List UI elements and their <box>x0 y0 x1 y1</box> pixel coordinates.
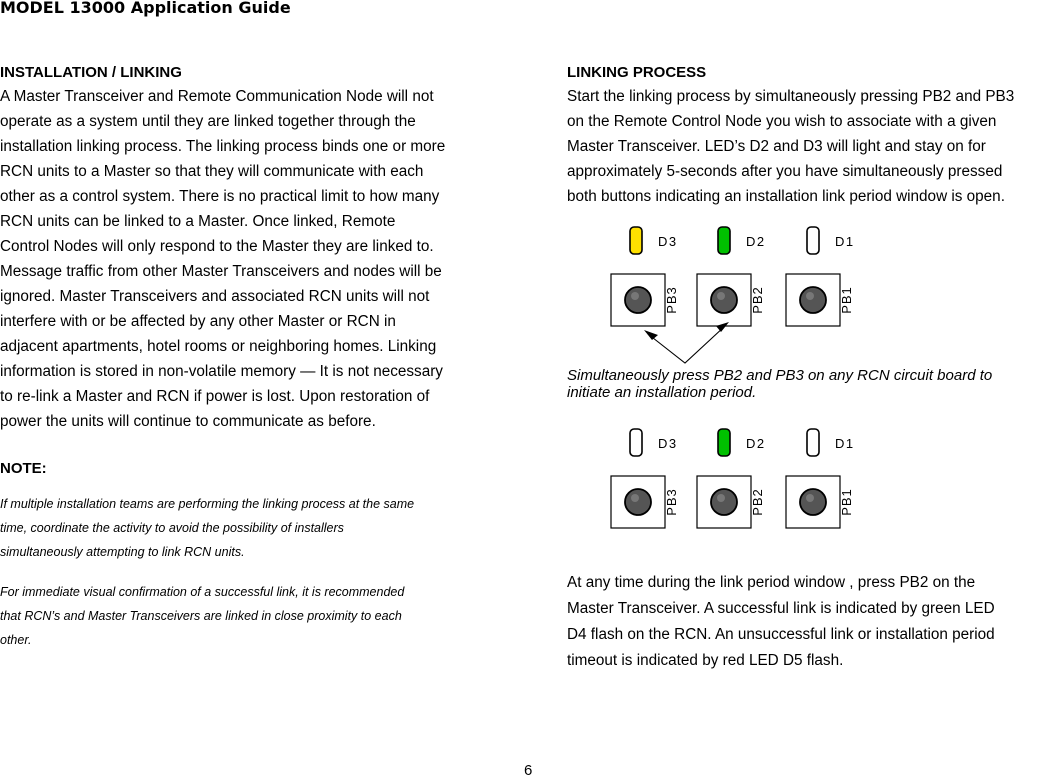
text-line: both buttons indicating an installation link period window is open. <box>567 188 1005 205</box>
button-cap-highlight <box>717 494 725 502</box>
button-cap <box>711 489 737 515</box>
button-cap-highlight <box>806 494 814 502</box>
text-line: At any time during the link period window , press PB2 on the <box>567 574 976 591</box>
text-line: Master Transceiver. A successful link is indicated by green LED <box>567 600 995 617</box>
led-d3 <box>630 227 642 254</box>
note-line: For immediate visual confirmation of a successful link, it is recommended <box>0 585 405 599</box>
text-line: Master Transceiver. LED’s D2 and D3 will light and stay on for <box>567 138 986 155</box>
button-label: PB1 <box>839 488 854 516</box>
text-line: power the units will continue to communicate as before. <box>0 413 376 430</box>
diagram-caption <box>567 367 992 401</box>
board-diagram-after <box>600 424 880 534</box>
led-d1 <box>807 227 819 254</box>
led-label: D1 <box>835 436 855 451</box>
led-label: D2 <box>746 436 766 451</box>
note-line: that RCN’s and Master Transceivers are linked in close proximity to each <box>0 609 402 623</box>
linking-body <box>567 84 1052 209</box>
button-cap <box>711 287 737 313</box>
button-cap-highlight <box>717 292 725 300</box>
text-line: Start the linking process by simultaneously pressing PB2 and PB3 <box>567 88 1015 105</box>
page-header: MODEL 13000 Application Guide <box>0 0 291 17</box>
note-heading: NOTE: <box>0 460 47 477</box>
caption-line: Simultaneously press PB2 and PB3 on any RCN circuit board to <box>567 367 993 384</box>
text-line: RCN units to a Master so that they will communicate with each <box>0 163 424 180</box>
button-cap <box>800 287 826 313</box>
text-line: timeout is indicated by red LED D5 flash. <box>567 652 844 669</box>
installation-section <box>0 62 500 434</box>
button-cap-highlight <box>806 292 814 300</box>
text-line: on the Remote Control Node you wish to associate with a given <box>567 113 997 130</box>
led-d2 <box>718 227 730 254</box>
section-heading: LINKING PROCESS <box>567 64 707 81</box>
button-label: PB2 <box>750 286 765 314</box>
button-cap <box>625 287 651 313</box>
button-cap <box>625 489 651 515</box>
note-line: simultaneously attempting to link RCN units. <box>0 545 245 559</box>
button-cap-highlight <box>631 494 639 502</box>
button-label: PB3 <box>664 286 679 314</box>
button-cap <box>800 489 826 515</box>
button-label: PB1 <box>839 286 854 314</box>
button-label: PB2 <box>750 488 765 516</box>
arrow-head-left <box>644 330 658 340</box>
note-line: If multiple installation teams are performing the linking process at the same <box>0 497 415 511</box>
button-cap-highlight <box>631 292 639 300</box>
installation-body <box>0 84 500 434</box>
text-line: information is stored in non-volatile memory — It is not necessary <box>0 363 443 380</box>
button-label: PB3 <box>664 488 679 516</box>
text-line: other as a control system. There is no practical limit to how many <box>0 188 440 205</box>
press-arrows <box>648 326 725 363</box>
led-d3 <box>630 429 642 456</box>
text-line: Message traffic from other Master Transceivers and nodes will be <box>0 263 442 280</box>
text-line: to re-link a Master and RCN if power is lost. Upon restoration of <box>0 388 430 405</box>
text-line: approximately 5-seconds after you have simultaneously pressed <box>567 163 1003 180</box>
note-line: time, coordinate the activity to avoid the possibility of installers <box>0 521 344 535</box>
text-line: ignored. Master Transceivers and associated RCN units will not <box>0 288 430 305</box>
text-line: adjacent apartments, hotel rooms or neighboring homes. Linking <box>0 338 437 355</box>
page-number: 6 <box>524 762 533 779</box>
led-label: D3 <box>658 234 678 249</box>
text-line: Control Nodes will only respond to the Master they are linked to. <box>0 238 434 255</box>
led-d1 <box>807 429 819 456</box>
after-link-body <box>567 570 995 674</box>
board-diagram-pressed <box>600 222 880 366</box>
section-heading: INSTALLATION / LINKING <box>0 64 182 81</box>
text-line: interfere with or be affected by any other Master or RCN in <box>0 313 396 330</box>
text-line: RCN units can be linked to a Master. Once linked, Remote <box>0 213 396 230</box>
text-line: installation linking process. The linking process binds one or more <box>0 138 446 155</box>
led-label: D1 <box>835 234 855 249</box>
text-line: D4 flash on the RCN. An unsuccessful link or installation period <box>567 626 995 643</box>
led-label: D3 <box>658 436 678 451</box>
led-d2 <box>718 429 730 456</box>
text-line: A Master Transceiver and Remote Communication Node will not <box>0 88 434 105</box>
linking-process-section <box>567 62 1052 209</box>
note-paragraph-1 <box>0 492 500 564</box>
led-label: D2 <box>746 234 766 249</box>
note-paragraph-2 <box>0 580 500 652</box>
text-line: operate as a system until they are linked together through the <box>0 113 416 130</box>
note-line: other. <box>0 633 32 647</box>
caption-line: initiate an installation period. <box>567 384 757 401</box>
